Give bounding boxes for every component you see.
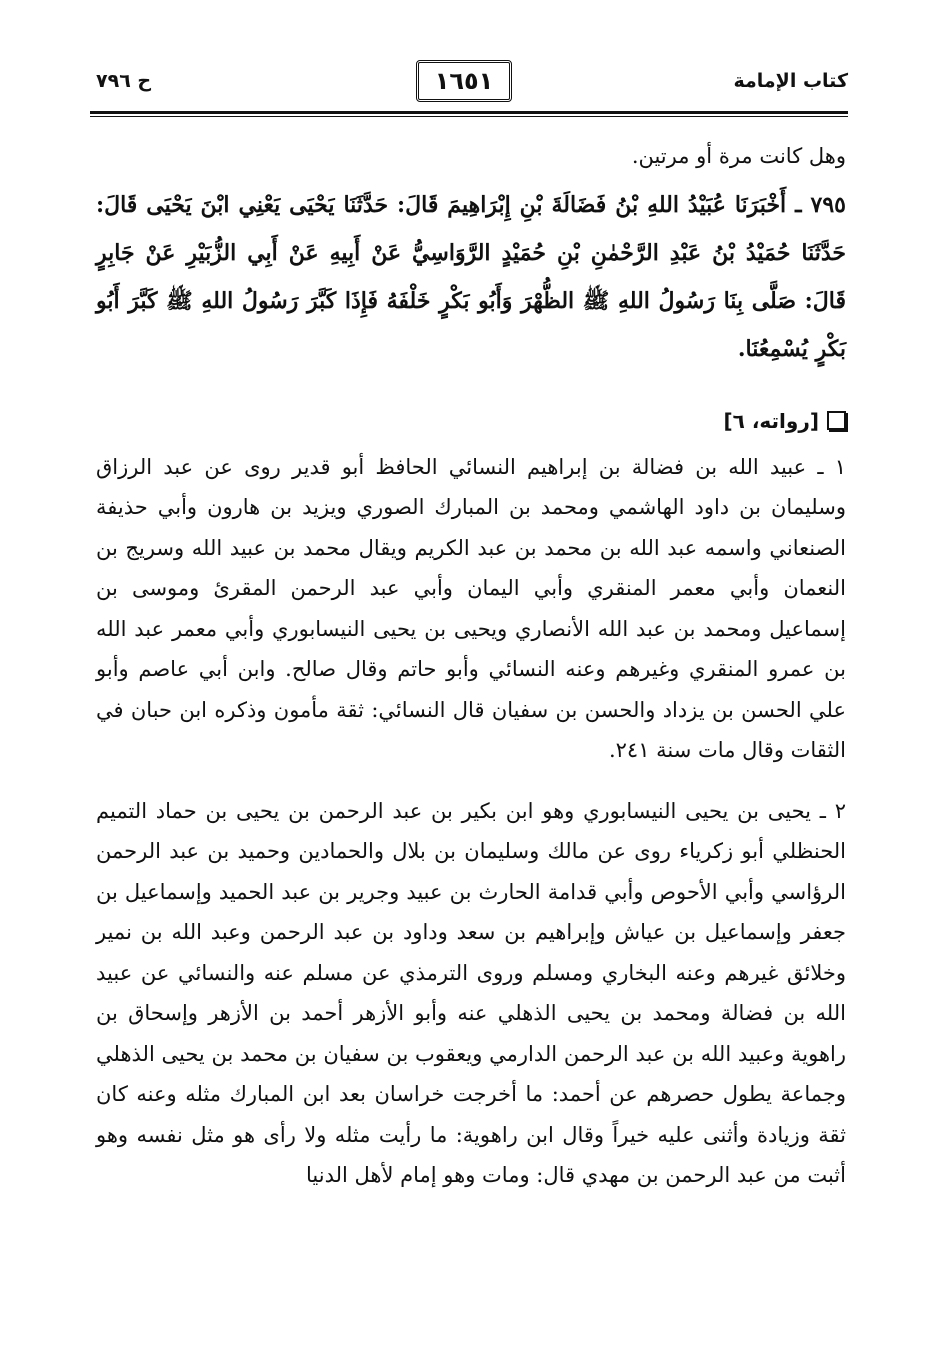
hadith-text: ٧٩٥ ـ أَخْبَرَنَا عُبَيْدُ اللهِ بْنُ فَضَالَةَ بْنِ إِبْرَاهِيمَ قَالَ: حَدَّثَنَا يَحْيَى يَعْنِي ابْنَ يَحْيَى قَالَ: حَدَّثَنَا حُمَيْدُ بْنُ عَبْدِ الرَّحْمٰنِ بْنِ حُمَيْدٍ الرَّوَاسِيُّ عَنْ أَبِيهِ عَنْ أَبِي الزُّبَيْرِ عَنْ جَابِرٍ قَالَ: صَلَّى بِنَا رَسُولُ اللهِ ﷺ الظُّهْرَ وَأَبُو بَكْرٍ خَلْفَهُ فَإِذَا كَبَّرَ رَسُولُ اللهِ ﷺ كَبَّرَ أَبُو بَكْرٍ يُسْمِعُنَا. — [96, 191, 846, 362]
page-header — [90, 58, 848, 108]
running-title: كتاب الإمامة — [733, 70, 848, 92]
hadith-reference: ح ٧٩٦ — [96, 70, 152, 92]
page-body — [96, 136, 846, 1196]
header-divider — [90, 111, 848, 114]
continuation-line: وهل كانت مرة أو مرتين. — [631, 144, 846, 168]
narrators-heading-label: [رواته، ٦] — [723, 408, 819, 433]
narrator-entry: ١ ـ عبيد الله بن فضالة بن إبراهيم النسائي الحافظ أبو قدير روى عن عبد الرزاق وسليمان بن داود الهاشمي ومحمد بن المبارك الصوري ويزيد بن هارون وأبي حذيفة الصنعاني واسمه عبد الله بن محمد بن عبد الكريم ويقال محمد بن عبيد الله وسريج بن النعمان وأبي معمر المنقري وأبي اليمان وأبي عبد الرحمن المقرئ وموسى بن إسماعيل ومحمد بن عبد الله الأنصاري ويحيى بن يحيى النيسابوري وأبي معمر عبد الله بن عمرو المنقري وغيرهم وعنه النسائي وأبو حاتم وقال صالح. وابن أبي عاصم وأبو علي الحسن بن يزداد والحسن بن سفيان قال النسائي: ثقة مأمون وذكره ابن حبان في الثقات وقال مات سنة ٢٤١. — [96, 454, 846, 762]
page-number: ١٦٥١ — [416, 60, 512, 102]
narrator-entry: ٢ ـ يحيى بن يحيى النيسابوري وهو ابن بكير بن عبد الرحمن بن يحيى بن حماد التميم الحنظلي أبو زكرياء روى عن مالك وسليمان بن بلال والحمادين وحميد بن عبد الرحمن الرؤاسي وأبي الأحوص وأبي قدامة الحارث بن عبيد وجرير بن عبد الحميد وإسماعيل بن جعفر وإسماعيل بن عياش وإبراهيم بن سعد وداود بن عبد الرحمن وعبد الله بن نمير وخلائق غيرهم وعنه البخاري ومسلم وروى الترمذي عن مسلم عنه والنسائي عن عبيد الله بن فضالة ومحمد بن يحيى الذهلي عنه وأبو الأزهر أحمد بن الأزهر وإسحاق بن راهوية وعبيد الله بن عبد الرحمن الدارمي ويعقوب بن سفيان بن محمد بن يحيى الذهلي وجماعة يطول حصرهم عن أحمد: ما أخرجت خراسان بعد ابن المبارك مثله وعنه كان ثقة وزيادة وأثنى عليه خيراً وقال ابن راهوية: ما رأيت مثله ولا رأى هو مثل نفسه وهو أثبت من عبد الرحمن بن مهدي قال: ومات وهو إمام لأهل الدنيا — [96, 798, 846, 1187]
header-divider-thin — [90, 116, 848, 117]
square-bullet-icon — [827, 411, 846, 430]
narrators-heading — [96, 401, 846, 441]
